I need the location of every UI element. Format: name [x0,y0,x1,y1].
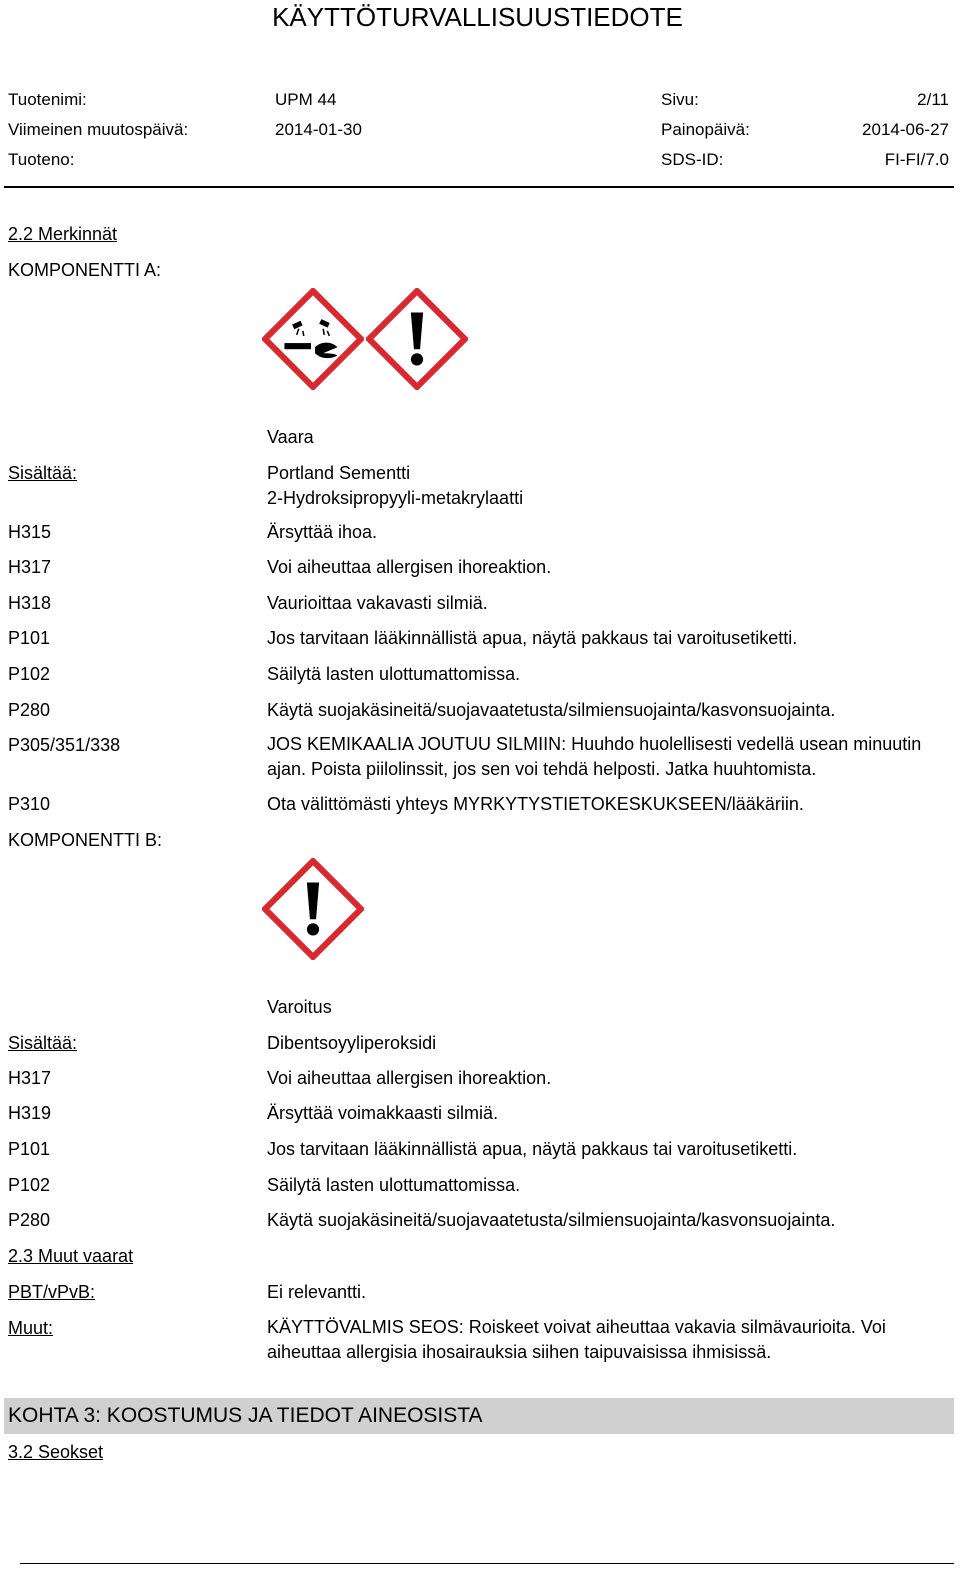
statement-text: Käytä suojakäsineitä/suojavaatetusta/silmiensuojainta/kasvonsuojainta. [267,1210,836,1230]
footer-divider [20,1563,954,1564]
statement-code: P101 [8,1139,51,1159]
component-a-label: KOMPONENTTI A: [8,260,162,280]
exclamation-icon [262,858,364,960]
statement-code: P102 [8,1175,51,1195]
statement-code: H319 [8,1103,52,1123]
section-3-heading: KOHTA 3: KOOSTUMUS JA TIEDOT AINEOSISTA [8,1404,483,1427]
product-name: UPM 44 [275,90,337,109]
sds-label: SDS-ID: [661,150,724,169]
other-hazards-label: Muut: [8,1318,54,1338]
statement-text: Voi aiheuttaa allergisen ihoreaktion. [267,557,552,577]
print-date: 2014-06-27 [862,120,949,139]
print-label: Painopäivä: [661,120,750,139]
page-label: Sivu: [661,90,699,109]
statement-text: Ota välittömästi yhteys MYRKYTYSTIETOKESKUKSEEN/lääkäriin. [267,794,804,814]
statement-code: H317 [8,557,52,577]
statement-code: H317 [8,1068,52,1088]
statement-text: Vaurioittaa vakavasti silmiä. [267,593,488,613]
statement-text: Ärsyttää ihoa. [267,522,378,542]
statement-code: P310 [8,794,51,814]
statement-code: P280 [8,700,51,720]
pbt-value: Ei relevantti. [267,1282,367,1302]
contains-item: Dibentsoyyliperoksidi [267,1033,437,1053]
revised-label: Viimeinen muutospäivä: [8,120,189,139]
corrosion-icon [262,288,364,390]
statement-code: P280 [8,1210,51,1230]
section-3-bar [4,1398,954,1434]
statement-text: Jos tarvitaan lääkinnällistä apua, näytä pakkaus tai varoitusetiketti. [267,628,798,648]
section-2-2-heading: 2.2 Merkinnät [8,224,118,244]
statement-code: H318 [8,593,52,613]
statement-text: JOS KEMIKAALIA JOUTUU SILMIIN: Huuhdo huolellisesti vedellä usean minuutin ajan. Poista piilolinssit, jos sen voi tehdä helposti. Jatka huuhtomista. [267,734,922,779]
component-b-label: KOMPONENTTI B: [8,830,163,850]
document-title: KÄYTTÖTURVALLISUUSTIEDOTE [272,2,683,32]
section-3-2-heading: 3.2 Seokset [8,1442,104,1462]
revised-date: 2014-01-30 [275,120,362,139]
page-number: 2/11 [917,90,949,109]
statement-code: P305/351/338 [8,735,121,755]
contains-label-b: Sisältää: [8,1033,78,1053]
signal-word-b: Varoitus [267,997,332,1017]
product-no-label: Tuoteno: [8,150,75,169]
section-2-3-heading: 2.3 Muut vaarat [8,1246,134,1266]
exclamation-icon [366,288,468,390]
statement-code: P101 [8,628,51,648]
signal-word-a: Vaara [267,427,314,447]
header-divider [4,186,954,188]
pbt-label: PBT/vPvB: [8,1282,96,1302]
statement-text: Ärsyttää voimakkaasti silmiä. [267,1103,499,1123]
contains-item: 2-Hydroksipropyyli-metakrylaatti [267,488,524,508]
statement-text: Voi aiheuttaa allergisen ihoreaktion. [267,1068,552,1088]
contains-label-a: Sisältää: [8,463,78,483]
statement-text: Säilytä lasten ulottumattomissa. [267,1175,521,1195]
product-name-label: Tuotenimi: [8,90,87,109]
statement-text: Jos tarvitaan lääkinnällistä apua, näytä pakkaus tai varoitusetiketti. [267,1139,798,1159]
statement-text: Säilytä lasten ulottumattomissa. [267,664,521,684]
statement-code: H315 [8,522,52,542]
contains-item: Portland Sementti [267,463,411,483]
statement-code: P102 [8,664,51,684]
other-hazards-value: KÄYTTÖVALMIS SEOS: Roiskeet voivat aiheuttaa vakavia silmävaurioita. Voi aiheuttaa allergisia ihosairauksia siihen taipuvaisissa ihmisissä. [267,1317,886,1362]
sds-id: FI-FI/7.0 [884,150,949,169]
statement-text: Käytä suojakäsineitä/suojavaatetusta/silmiensuojainta/kasvonsuojainta. [267,700,836,720]
